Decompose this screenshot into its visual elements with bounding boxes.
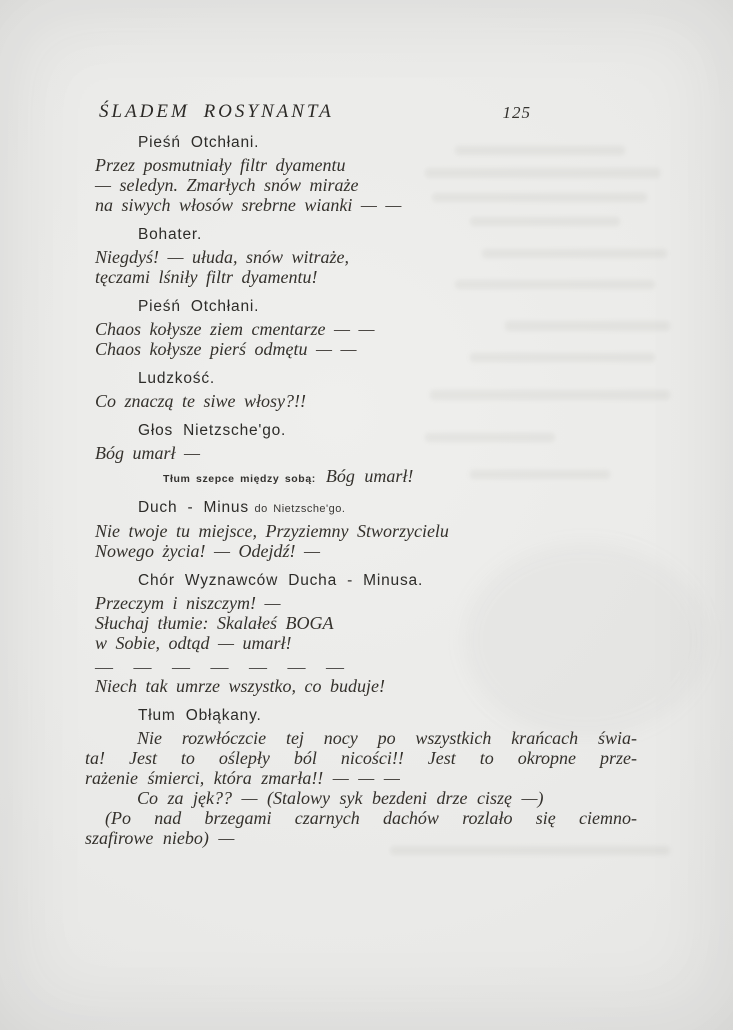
speaker-name: [138, 297, 640, 317]
prose-line: rażenie śmierci, która zmarła!! — — —: [85, 768, 400, 788]
dash-separator: — — — — — — —: [95, 657, 345, 677]
speaker-name: [138, 225, 640, 245]
verse-line: Chaos kołysze pierś odmętu — —: [95, 339, 357, 359]
speaker-name-text: Tłum Obłąkany.: [138, 707, 262, 724]
verse-line: na siwych włosów srebrne wianki — —: [95, 195, 402, 215]
speaker-name-text: Pieśń Otchłani.: [138, 134, 260, 151]
page-header: [95, 101, 640, 123]
prose-line: Co za jęk?? — (Stalowy syk bezdeni drze ciszę —): [137, 788, 544, 808]
speaker-name-text: Głos Nietzsche'go.: [138, 422, 287, 439]
speaker-name-text: Duch - Minus: [138, 499, 249, 516]
stage-caption-text: Bóg umarł!: [325, 466, 414, 486]
verse-line: Nowego życia! — Odejdź! —: [95, 541, 320, 561]
verse-line: Niegdyś! — ułuda, snów witraże,: [95, 247, 350, 267]
verse-line: Nie twoje tu miejsce, Przyziemny Stworzycielu: [95, 521, 449, 541]
verse-line: Bóg umarł —: [95, 443, 201, 463]
speaker-name: [138, 369, 640, 389]
verse-line: Przeczym i niszczym! —: [95, 593, 281, 613]
prose-line: Nie rozwłóczcie tej nocy po wszystkich krańcach świa-: [137, 728, 637, 748]
stage-caption: [163, 467, 640, 488]
verse-line: Co znaczą te siwe włosy?!!: [95, 391, 306, 411]
verse-line: w Sobie, odtąd — umarł!: [95, 633, 292, 653]
speaker-name: [138, 498, 640, 519]
prose-line: szafirowe niebo) —: [85, 828, 235, 848]
verse-line: Słuchaj tłumie: Skalałeś BOGA: [95, 613, 334, 633]
speaker-name: [138, 571, 640, 591]
stage-caption-label: Tłum szepce między sobą:: [163, 473, 316, 485]
speaker-name-text: Ludzkość.: [138, 370, 215, 387]
running-title: ŚLADEM ROSYNANTA: [99, 101, 334, 122]
prose-line: ta! Jest to oślepły ból nicości!! Jest to okropne prze-: [85, 748, 637, 768]
verse-line: — seledyn. Zmarłych snów miraże: [95, 175, 359, 195]
speaker-name-text: Chór Wyznawców Ducha - Minusa.: [138, 572, 424, 589]
prose-line: (Po nad brzegami czarnych dachów rozlało się ciemno-: [105, 808, 637, 828]
text-column: [85, 101, 640, 848]
speaker-name: [138, 133, 640, 153]
verse-line: tęczami lśniły filtr dyamentu!: [95, 267, 318, 287]
speaker-direction: do Nietzsche'go.: [248, 503, 346, 515]
play-text-blocks: [85, 133, 640, 848]
speaker-name: [138, 421, 640, 441]
speaker-name-text: Pieśń Otchłani.: [138, 298, 260, 315]
speaker-name: [138, 706, 640, 726]
prose-paragraph: [85, 728, 640, 848]
speaker-name-text: Bohater.: [138, 226, 203, 243]
verse-line: Przez posmutniały filtr dyamentu: [95, 155, 346, 175]
verse-line: Niech tak umrze wszystko, co buduje!: [95, 676, 385, 696]
page-number: 125: [502, 103, 531, 122]
verse-line: Chaos kołysze ziem cmentarze — —: [95, 319, 375, 339]
